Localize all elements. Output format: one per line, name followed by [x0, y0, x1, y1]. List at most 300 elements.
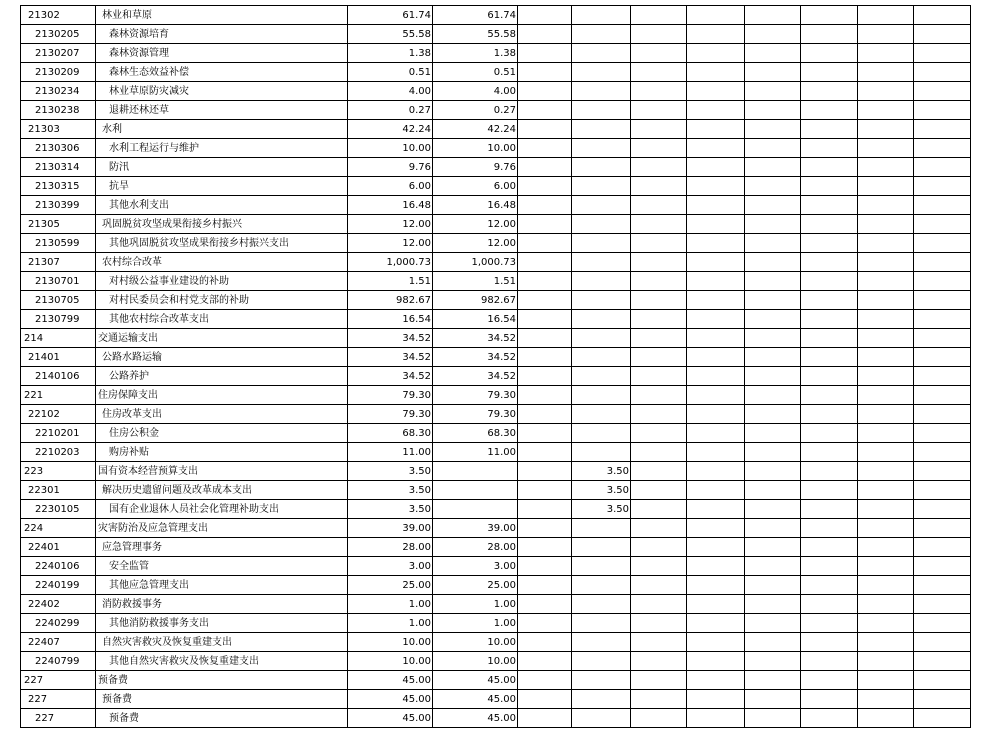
cell-subject-name: 巩固脱贫攻坚成果衔接乡村振兴 — [96, 215, 348, 234]
table-row — [21, 139, 971, 158]
cell-empty — [858, 158, 914, 177]
cell-empty — [687, 272, 745, 291]
cell-empty — [914, 63, 971, 82]
cell-empty — [631, 367, 687, 386]
cell-empty — [687, 196, 745, 215]
cell-general-budget: 1.00 — [433, 595, 518, 614]
cell-subject-name: 预备费 — [96, 671, 348, 690]
cell-total: 34.52 — [348, 367, 433, 386]
cell-total: 6.00 — [348, 177, 433, 196]
cell-empty — [631, 462, 687, 481]
cell-empty — [858, 424, 914, 443]
cell-state-capital-budget — [572, 272, 631, 291]
table-row — [21, 291, 971, 310]
cell-state-capital-budget — [572, 367, 631, 386]
cell-subject-code: 2130314 — [21, 158, 96, 177]
cell-empty — [631, 329, 687, 348]
cell-empty — [858, 310, 914, 329]
cell-state-capital-budget — [572, 158, 631, 177]
cell-subject-code: 21307 — [21, 253, 96, 272]
cell-empty — [518, 196, 572, 215]
cell-empty — [745, 234, 801, 253]
cell-empty — [518, 386, 572, 405]
cell-general-budget: 68.30 — [433, 424, 518, 443]
cell-empty — [801, 424, 858, 443]
cell-empty — [518, 253, 572, 272]
cell-empty — [745, 538, 801, 557]
cell-empty — [914, 614, 971, 633]
cell-empty — [518, 538, 572, 557]
cell-empty — [914, 139, 971, 158]
cell-subject-code: 2130701 — [21, 272, 96, 291]
cell-subject-name: 其他自然灾害救灾及恢复重建支出 — [96, 652, 348, 671]
cell-general-budget: 42.24 — [433, 120, 518, 139]
cell-total: 39.00 — [348, 519, 433, 538]
cell-total: 9.76 — [348, 158, 433, 177]
cell-empty — [801, 633, 858, 652]
cell-general-budget: 79.30 — [433, 386, 518, 405]
cell-empty — [687, 253, 745, 272]
cell-empty — [801, 196, 858, 215]
cell-empty — [687, 139, 745, 158]
cell-subject-code: 2240199 — [21, 576, 96, 595]
table-row — [21, 44, 971, 63]
cell-empty — [745, 424, 801, 443]
cell-general-budget: 4.00 — [433, 82, 518, 101]
cell-empty — [631, 652, 687, 671]
table-row — [21, 196, 971, 215]
cell-general-budget: 45.00 — [433, 709, 518, 728]
cell-empty — [801, 291, 858, 310]
cell-empty — [687, 291, 745, 310]
cell-empty — [687, 595, 745, 614]
cell-empty — [745, 481, 801, 500]
cell-empty — [518, 614, 572, 633]
cell-state-capital-budget — [572, 557, 631, 576]
cell-subject-code: 2130238 — [21, 101, 96, 120]
cell-empty — [801, 63, 858, 82]
cell-empty — [914, 82, 971, 101]
cell-empty — [687, 367, 745, 386]
cell-subject-code: 227 — [21, 671, 96, 690]
cell-subject-code: 2130207 — [21, 44, 96, 63]
cell-empty — [914, 690, 971, 709]
cell-empty — [631, 215, 687, 234]
cell-general-budget: 12.00 — [433, 215, 518, 234]
cell-empty — [631, 538, 687, 557]
cell-subject-code: 21305 — [21, 215, 96, 234]
cell-empty — [914, 671, 971, 690]
cell-subject-name: 其他应急管理支出 — [96, 576, 348, 595]
cell-empty — [914, 25, 971, 44]
cell-empty — [914, 291, 971, 310]
cell-subject-name: 国有企业退休人员社会化管理补助支出 — [96, 500, 348, 519]
cell-subject-code: 227 — [21, 690, 96, 709]
cell-empty — [518, 595, 572, 614]
cell-empty — [518, 405, 572, 424]
cell-state-capital-budget — [572, 196, 631, 215]
cell-general-budget: 1,000.73 — [433, 253, 518, 272]
cell-total: 12.00 — [348, 234, 433, 253]
cell-total: 4.00 — [348, 82, 433, 101]
cell-total: 34.52 — [348, 348, 433, 367]
cell-general-budget: 1.38 — [433, 44, 518, 63]
cell-state-capital-budget: 3.50 — [572, 481, 631, 500]
cell-empty — [914, 215, 971, 234]
cell-empty — [745, 25, 801, 44]
cell-subject-name: 公路养护 — [96, 367, 348, 386]
table-row — [21, 253, 971, 272]
cell-empty — [745, 158, 801, 177]
cell-empty — [858, 386, 914, 405]
cell-state-capital-budget — [572, 405, 631, 424]
cell-empty — [631, 196, 687, 215]
cell-empty — [801, 386, 858, 405]
cell-empty — [914, 196, 971, 215]
table-row — [21, 234, 971, 253]
cell-empty — [745, 652, 801, 671]
cell-state-capital-budget — [572, 424, 631, 443]
cell-subject-name: 其他水利支出 — [96, 196, 348, 215]
cell-empty — [801, 367, 858, 386]
cell-empty — [518, 348, 572, 367]
cell-general-budget — [433, 481, 518, 500]
cell-empty — [518, 690, 572, 709]
cell-empty — [858, 576, 914, 595]
cell-empty — [801, 481, 858, 500]
table-row — [21, 177, 971, 196]
cell-empty — [914, 329, 971, 348]
cell-empty — [801, 576, 858, 595]
cell-empty — [687, 462, 745, 481]
cell-total: 1.00 — [348, 614, 433, 633]
cell-empty — [687, 348, 745, 367]
cell-empty — [745, 633, 801, 652]
cell-empty — [518, 44, 572, 63]
cell-empty — [914, 44, 971, 63]
cell-subject-name: 对村民委员会和村党支部的补助 — [96, 291, 348, 310]
cell-empty — [631, 234, 687, 253]
table-row — [21, 481, 971, 500]
cell-empty — [745, 6, 801, 25]
cell-empty — [745, 348, 801, 367]
cell-empty — [518, 310, 572, 329]
cell-empty — [914, 177, 971, 196]
cell-empty — [687, 652, 745, 671]
cell-empty — [745, 576, 801, 595]
cell-empty — [801, 709, 858, 728]
cell-total: 10.00 — [348, 633, 433, 652]
cell-empty — [914, 557, 971, 576]
cell-empty — [745, 120, 801, 139]
table-row — [21, 576, 971, 595]
cell-total: 1.00 — [348, 595, 433, 614]
cell-empty — [687, 671, 745, 690]
cell-general-budget: 16.48 — [433, 196, 518, 215]
cell-total: 3.00 — [348, 557, 433, 576]
cell-subject-name: 其他巩固脱贫攻坚成果衔接乡村振兴支出 — [96, 234, 348, 253]
cell-subject-code: 2230105 — [21, 500, 96, 519]
cell-state-capital-budget — [572, 690, 631, 709]
cell-subject-name: 抗旱 — [96, 177, 348, 196]
cell-empty — [518, 462, 572, 481]
cell-empty — [518, 215, 572, 234]
cell-empty — [801, 25, 858, 44]
cell-empty — [801, 253, 858, 272]
cell-total: 25.00 — [348, 576, 433, 595]
cell-empty — [687, 44, 745, 63]
cell-subject-code: 2130705 — [21, 291, 96, 310]
cell-total: 16.48 — [348, 196, 433, 215]
cell-general-budget: 34.52 — [433, 348, 518, 367]
table-row — [21, 671, 971, 690]
cell-empty — [631, 253, 687, 272]
cell-state-capital-budget: 3.50 — [572, 500, 631, 519]
table-body — [21, 6, 971, 728]
cell-empty — [858, 595, 914, 614]
cell-state-capital-budget — [572, 25, 631, 44]
cell-empty — [518, 443, 572, 462]
cell-empty — [687, 6, 745, 25]
cell-empty — [858, 367, 914, 386]
table-row — [21, 215, 971, 234]
cell-subject-name: 住房保障支出 — [96, 386, 348, 405]
cell-subject-code: 227 — [21, 709, 96, 728]
cell-empty — [858, 44, 914, 63]
cell-empty — [801, 329, 858, 348]
cell-state-capital-budget — [572, 253, 631, 272]
cell-empty — [858, 671, 914, 690]
cell-empty — [858, 538, 914, 557]
cell-empty — [801, 538, 858, 557]
cell-empty — [858, 348, 914, 367]
cell-empty — [858, 82, 914, 101]
cell-empty — [518, 633, 572, 652]
cell-empty — [801, 44, 858, 63]
cell-empty — [687, 63, 745, 82]
cell-empty — [858, 272, 914, 291]
cell-subject-code: 2130209 — [21, 63, 96, 82]
cell-subject-name: 防汛 — [96, 158, 348, 177]
cell-empty — [914, 500, 971, 519]
cell-total: 10.00 — [348, 652, 433, 671]
cell-empty — [745, 82, 801, 101]
cell-total: 12.00 — [348, 215, 433, 234]
table-row — [21, 633, 971, 652]
cell-total: 1.51 — [348, 272, 433, 291]
cell-empty — [745, 519, 801, 538]
cell-empty — [914, 6, 971, 25]
cell-empty — [518, 82, 572, 101]
cell-empty — [801, 348, 858, 367]
cell-general-budget: 0.51 — [433, 63, 518, 82]
cell-empty — [801, 6, 858, 25]
table-row — [21, 158, 971, 177]
cell-empty — [745, 101, 801, 120]
cell-empty — [631, 519, 687, 538]
cell-empty — [687, 500, 745, 519]
table-row — [21, 120, 971, 139]
cell-empty — [745, 595, 801, 614]
cell-empty — [745, 272, 801, 291]
cell-empty — [914, 405, 971, 424]
cell-empty — [745, 44, 801, 63]
cell-state-capital-budget — [572, 614, 631, 633]
cell-empty — [858, 63, 914, 82]
cell-empty — [914, 519, 971, 538]
cell-empty — [687, 405, 745, 424]
cell-empty — [801, 177, 858, 196]
cell-empty — [687, 633, 745, 652]
cell-empty — [801, 405, 858, 424]
cell-empty — [914, 709, 971, 728]
table-row — [21, 272, 971, 291]
cell-total: 61.74 — [348, 6, 433, 25]
cell-empty — [631, 614, 687, 633]
cell-total: 42.24 — [348, 120, 433, 139]
cell-state-capital-budget — [572, 386, 631, 405]
cell-state-capital-budget — [572, 6, 631, 25]
cell-empty — [858, 6, 914, 25]
cell-empty — [631, 177, 687, 196]
cell-empty — [914, 310, 971, 329]
cell-empty — [518, 291, 572, 310]
cell-subject-name: 农村综合改革 — [96, 253, 348, 272]
cell-empty — [631, 709, 687, 728]
cell-empty — [801, 215, 858, 234]
cell-general-budget: 28.00 — [433, 538, 518, 557]
cell-state-capital-budget — [572, 234, 631, 253]
cell-general-budget: 11.00 — [433, 443, 518, 462]
cell-total: 28.00 — [348, 538, 433, 557]
cell-general-budget: 55.58 — [433, 25, 518, 44]
cell-general-budget: 34.52 — [433, 329, 518, 348]
cell-empty — [914, 652, 971, 671]
cell-subject-code: 22301 — [21, 481, 96, 500]
cell-subject-name: 林业草原防灾减灾 — [96, 82, 348, 101]
cell-empty — [687, 614, 745, 633]
cell-total: 45.00 — [348, 709, 433, 728]
cell-subject-name: 林业和草原 — [96, 6, 348, 25]
cell-empty — [914, 253, 971, 272]
table-row — [21, 329, 971, 348]
cell-general-budget: 9.76 — [433, 158, 518, 177]
cell-subject-code: 2140106 — [21, 367, 96, 386]
cell-subject-name: 自然灾害救灾及恢复重建支出 — [96, 633, 348, 652]
cell-subject-code: 2240799 — [21, 652, 96, 671]
cell-empty — [518, 177, 572, 196]
cell-subject-code: 223 — [21, 462, 96, 481]
cell-empty — [631, 291, 687, 310]
cell-empty — [745, 367, 801, 386]
budget-expenditure-table — [20, 5, 971, 728]
cell-subject-name: 消防救援事务 — [96, 595, 348, 614]
cell-empty — [858, 652, 914, 671]
cell-empty — [631, 690, 687, 709]
cell-empty — [858, 500, 914, 519]
cell-state-capital-budget — [572, 82, 631, 101]
cell-empty — [858, 139, 914, 158]
cell-empty — [801, 690, 858, 709]
cell-empty — [858, 101, 914, 120]
cell-state-capital-budget — [572, 348, 631, 367]
cell-empty — [687, 177, 745, 196]
cell-empty — [914, 576, 971, 595]
cell-general-budget: 6.00 — [433, 177, 518, 196]
cell-subject-name: 国有资本经营预算支出 — [96, 462, 348, 481]
cell-general-budget: 1.00 — [433, 614, 518, 633]
cell-empty — [801, 519, 858, 538]
cell-empty — [801, 443, 858, 462]
cell-subject-code: 2130599 — [21, 234, 96, 253]
cell-general-budget: 25.00 — [433, 576, 518, 595]
cell-empty — [801, 120, 858, 139]
cell-total: 68.30 — [348, 424, 433, 443]
cell-total: 34.52 — [348, 329, 433, 348]
cell-total: 0.27 — [348, 101, 433, 120]
cell-empty — [687, 424, 745, 443]
cell-empty — [518, 139, 572, 158]
table-row — [21, 6, 971, 25]
cell-total: 982.67 — [348, 291, 433, 310]
cell-total: 11.00 — [348, 443, 433, 462]
cell-empty — [914, 348, 971, 367]
table-row — [21, 595, 971, 614]
cell-subject-code: 22102 — [21, 405, 96, 424]
cell-state-capital-budget: 3.50 — [572, 462, 631, 481]
cell-total: 1.38 — [348, 44, 433, 63]
cell-empty — [858, 25, 914, 44]
cell-empty — [631, 139, 687, 158]
cell-empty — [631, 557, 687, 576]
cell-subject-name: 安全监管 — [96, 557, 348, 576]
cell-subject-code: 22402 — [21, 595, 96, 614]
cell-empty — [631, 348, 687, 367]
cell-empty — [801, 139, 858, 158]
cell-general-budget: 45.00 — [433, 671, 518, 690]
cell-empty — [914, 462, 971, 481]
cell-empty — [631, 576, 687, 595]
cell-empty — [518, 500, 572, 519]
cell-subject-code: 21302 — [21, 6, 96, 25]
cell-state-capital-budget — [572, 215, 631, 234]
table-row — [21, 709, 971, 728]
cell-empty — [687, 538, 745, 557]
cell-empty — [914, 595, 971, 614]
cell-state-capital-budget — [572, 310, 631, 329]
cell-empty — [745, 215, 801, 234]
cell-empty — [914, 386, 971, 405]
cell-empty — [687, 310, 745, 329]
cell-general-budget: 34.52 — [433, 367, 518, 386]
table-row — [21, 500, 971, 519]
cell-empty — [858, 519, 914, 538]
cell-subject-code: 2240106 — [21, 557, 96, 576]
table-row — [21, 367, 971, 386]
cell-empty — [858, 462, 914, 481]
cell-empty — [914, 481, 971, 500]
cell-empty — [745, 291, 801, 310]
cell-empty — [801, 671, 858, 690]
cell-empty — [801, 158, 858, 177]
cell-empty — [801, 310, 858, 329]
cell-subject-code: 214 — [21, 329, 96, 348]
cell-state-capital-budget — [572, 671, 631, 690]
cell-empty — [518, 367, 572, 386]
cell-empty — [687, 576, 745, 595]
cell-empty — [631, 671, 687, 690]
cell-empty — [687, 690, 745, 709]
